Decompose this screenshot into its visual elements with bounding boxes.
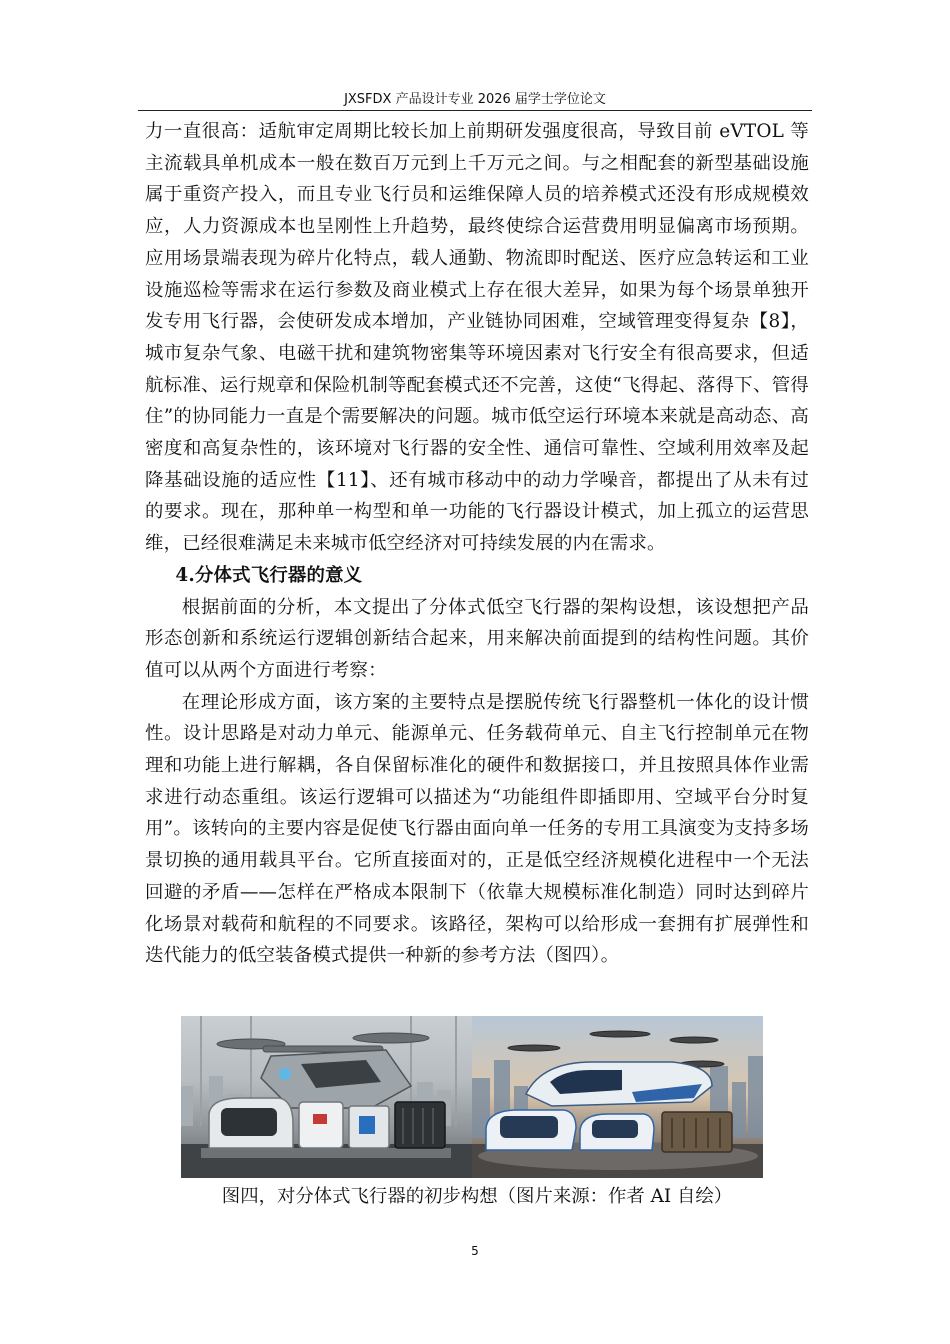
figure-caption: 图四，对分体式飞行器的初步构想（图片来源：作者 AI 自绘） bbox=[221, 1186, 733, 1207]
modular-aircraft-rooftop-illustration bbox=[472, 1016, 763, 1178]
header-rule bbox=[138, 110, 812, 111]
page-number: 5 bbox=[471, 1244, 479, 1258]
body-paragraph: 根据前面的分析，本文提出了分体式低空飞行器的架构设想，该设想把产品形态创新和系统运行逻辑创新结合起来，用来解决前面提到的结构性问题。其价值可以从两个方面进行考察： bbox=[145, 596, 809, 681]
figure-image-left bbox=[181, 1016, 472, 1178]
figure-4 bbox=[181, 1016, 763, 1178]
modular-aircraft-hangar-illustration bbox=[181, 1016, 472, 1178]
running-header: JXSFDX 产品设计专业 2026 届学士学位论文 bbox=[344, 92, 606, 107]
body-paragraph: 力一直很高：适航审定周期比较长加上前期研发强度很高，导致目前 eVTOL 等主流载具单机成本一般在数百万元到上千万元之间。与之相配套的新型基础设施属于重资产投入，而且专业飞行员和运维保障人员的培养模式还没有形成规模效应，人力资源成本也呈刚性上升趋势，最终使综合运营费用明显偏离市场预期。应用场景端表现为碎片化特点，载人通勤、物流即时配送、医疗应急转运和工业设施巡检等需求在运行参数及商业模式上存在很大差异，如果为每个场景单独开发专用飞行器，会使研发成本增加，产业链协同困难，空域管理变得复杂【8】，城市复杂气象、电磁干扰和建筑物密集等环境因素对飞行安全有很高要求，但适航标准、运行规章和保险机制等配套模式还不完善，这使“飞得起、落得下、管得住”的协同能力一直是个需要解决的问题。城市低空运行环境本来就是高动态、高密度和高复杂性的，该环境对飞行器的安全性、通信可靠性、空域利用效率及起降基础设施的适应性【11】、还有城市移动中的动力学噪音，都提出了从未有过的要求。现在，那种单一构型和单一功能的飞行器设计模式，加上孤立的运营思维，已经很难满足未来城市低空经济对可持续发展的内在需求。 bbox=[145, 121, 809, 555]
body-paragraph: 在理论形成方面，该方案的主要特点是摆脱传统飞行器整机一体化的设计惯性。设计思路是对动力单元、能源单元、任务载荷单元、自主飞行控制单元在物理和功能上进行解耦，各自保留标准化的硬件和数据接口，并且按照具体作业需求进行动态重组。该运行逻辑可以描述为“功能组件即插即用、空域平台分时复用”。该转向的主要内容是促使飞行器由面向单一任务的专用工具演变为支持多场景切换的通用载具平台。它所直接面对的，正是低空经济规模化进程中一个无法回避的矛盾——怎样在严格成本限制下（依靠大规模标准化制造）同时达到碎片化场景对载荷和航程的不同要求。该路径，架构可以给形成一套拥有扩展弹性和迭代能力的低空装备模式提供一种新的参考方法（图四）。 bbox=[145, 691, 809, 967]
figure-image-right bbox=[472, 1016, 763, 1178]
body-text bbox=[145, 116, 809, 972]
section-heading: 4.分体式飞行器的意义 bbox=[175, 564, 363, 586]
